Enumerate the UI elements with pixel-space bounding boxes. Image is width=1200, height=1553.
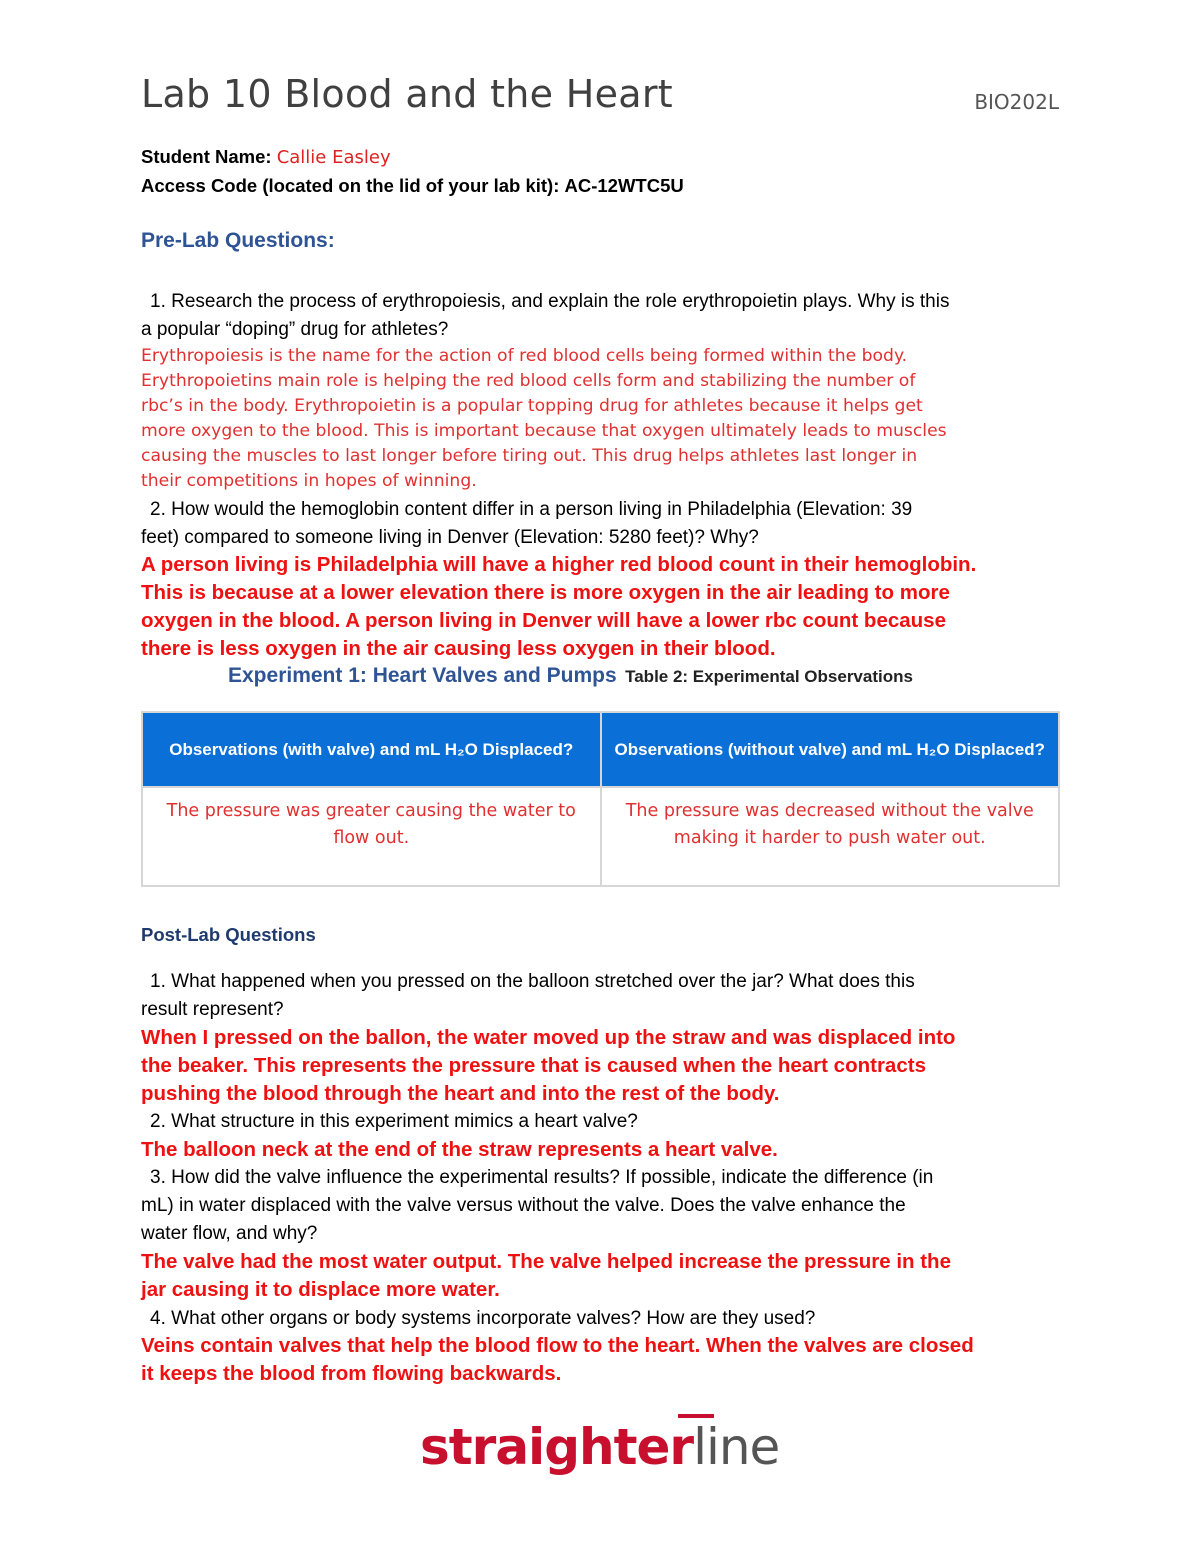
question-text: How would the hemoglobin content differ in a person living in Philadelphia (Elevation: 39 [171,499,913,520]
question-text: mL) in water displaced with the valve versus without the valve. Does the valve enhance the [141,1195,906,1216]
postlab-answer-3 [141,1248,1066,1304]
logo-text-line: line [693,1418,780,1476]
prelab-answer-1 [141,344,1061,494]
answer-line: The balloon neck at the end of the straw represents a heart valve. [141,1138,778,1161]
postlab-question-3 [141,1164,1061,1248]
question-text: feet) compared to someone living in Denver (Elevation: 5280 feet)? Why? [141,527,759,548]
question-text: What other organs or body systems incorporate valves? How are they used? [171,1308,816,1329]
observations-table [141,711,1060,887]
question-number: 2. [150,499,166,520]
access-code-value: AC-12WTC5U [564,175,684,196]
question-text: How did the valve influence the experimental results? If possible, indicate the difference (in [171,1167,934,1188]
question-number: 3. [150,1167,166,1188]
prelab-heading: Pre-Lab Questions: [141,229,335,252]
answer-line: This is because at a lower elevation there is more oxygen in the air leading to more [141,581,950,604]
answer-line: Erythropoietins main role is helping the red blood cells form and stabilizing the number of [141,371,916,391]
access-code-line [141,172,684,199]
postlab-question-2 [141,1108,1061,1136]
question-text: water flow, and why? [141,1223,318,1244]
student-name-line [141,143,391,171]
question-text: Research the process of erythropoiesis, and explain the role erythropoietin plays. Why is this [171,291,950,312]
postlab-answer-4 [141,1332,1066,1388]
answer-line: rbc’s in the body. Erythropoietin is a popular topping drug for athletes because it helps get [141,396,923,416]
student-name-value: Callie Easley [276,147,391,168]
question-text: What structure in this experiment mimics a heart valve? [171,1111,638,1132]
page-title: Lab 10 Blood and the Heart [141,72,673,116]
prelab-question-1 [141,288,1061,344]
answer-line: oxygen in the blood. A person living in Denver will have a lower rbc count because [141,609,946,632]
logo-text-straighter: straighter [420,1418,694,1476]
column-header-with-valve: Observations (with valve) and mL H₂O Displaced? [142,712,601,787]
question-number: 2. [150,1111,166,1132]
answer-line: their competitions in hopes of winning. [141,471,477,491]
table-cell-with-valve: The pressure was greater causing the water to flow out. [142,787,601,886]
access-code-label: Access Code (located on the lid of your lab kit): [141,175,560,196]
postlab-heading: Post-Lab Questions [141,924,316,945]
answer-line: A person living is Philadelphia will have a higher red blood count in their hemoglobin. [141,553,977,576]
answer-line: pushing the blood through the heart and into the rest of the body. [141,1082,780,1105]
question-number: 4. [150,1308,166,1329]
logo-text [420,1418,779,1476]
course-code: BIO202L [974,90,1059,114]
table-caption: Table 2: Experimental Observations [625,667,913,686]
answer-line: it keeps the blood from flowing backwards. [141,1362,562,1385]
answer-line: The valve had the most water output. The valve helped increase the pressure in the [141,1250,951,1273]
answer-line: jar causing it to displace more water. [141,1278,500,1301]
column-header-without-valve: Observations (without valve) and mL H₂O Displaced? [601,712,1060,787]
postlab-answer-2 [141,1136,1066,1164]
postlab-question-4 [141,1305,1061,1333]
answer-line: Veins contain valves that help the blood flow to the heart. When the valves are closed [141,1334,974,1357]
question-text: What happened when you pressed on the balloon stretched over the jar? What does this [171,971,915,992]
answer-line: there is less oxygen in the air causing less oxygen in their blood. [141,637,776,660]
answer-line: Erythropoiesis is the name for the action of red blood cells being formed within the body. [141,346,908,366]
question-text: result represent? [141,999,284,1020]
answer-line: the beaker. This represents the pressure that is caused when the heart contracts [141,1054,926,1077]
postlab-answer-1 [141,1024,1066,1108]
answer-line: more oxygen to the blood. This is important because that oxygen ultimately leads to muscles [141,421,947,441]
prelab-answer-2 [141,551,1066,663]
table-row [142,787,1059,886]
answer-line: causing the muscles to last longer before tiring out. This drug helps athletes last longer in [141,446,918,466]
table-header-row [142,712,1059,787]
table-cell-without-valve: The pressure was decreased without the valve making it harder to push water out. [601,787,1060,886]
prelab-question-2 [141,496,1061,552]
experiment-heading-line [228,664,913,688]
answer-line: When I pressed on the ballon, the water moved up the straw and was displaced into [141,1026,956,1049]
student-name-label: Student Name: [141,146,272,167]
experiment-title: Experiment 1: Heart Valves and Pumps [228,664,617,687]
postlab-question-1 [141,968,1061,1024]
document-header [141,72,1061,122]
straighterline-logo [420,1412,780,1482]
question-number: 1. [150,971,166,992]
question-number: 1. [150,291,166,312]
question-text: a popular “doping” drug for athletes? [141,319,449,340]
